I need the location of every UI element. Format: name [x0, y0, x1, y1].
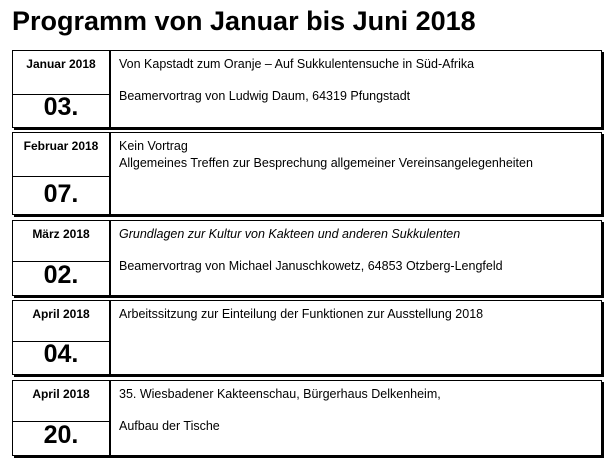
- event-description: [119, 306, 595, 338]
- date-cell: [13, 51, 111, 127]
- month-label: April 2018: [13, 381, 109, 422]
- page-title: Programm von Januar bis Juni 2018: [12, 6, 476, 36]
- program-entry: [12, 132, 602, 215]
- program-entry: [12, 220, 602, 296]
- month-label: Januar 2018: [13, 51, 109, 95]
- event-detail: Aufbau der Tische: [119, 419, 220, 433]
- event-title: Kein Vortrag: [119, 139, 188, 153]
- event-title: 35. Wiesbadener Kakteenschau, Bürgerhaus Delkenheim,: [119, 387, 441, 401]
- program-entry: [12, 50, 602, 128]
- date-cell: [13, 221, 111, 295]
- program-entry: [12, 300, 602, 375]
- day-number: 20.: [43, 421, 79, 449]
- day-number: 02.: [43, 261, 79, 289]
- event-description: [119, 386, 595, 435]
- program-entry: [12, 380, 602, 456]
- date-cell: [13, 381, 111, 455]
- event-description: [119, 56, 595, 105]
- event-title: Von Kapstadt zum Oranje – Auf Sukkulentensuche in Süd-Afrika: [119, 57, 475, 71]
- event-detail: Beamervortrag von Michael Januschkowetz, 64853 Otzberg-Lengfeld: [119, 259, 503, 273]
- day-number: 03.: [43, 93, 79, 121]
- event-detail: Allgemeines Treffen zur Besprechung allgemeiner Vereinsangelegenheiten: [119, 156, 533, 170]
- day-number: 07.: [43, 180, 79, 208]
- date-cell: [13, 133, 111, 214]
- month-label: April 2018: [13, 301, 109, 342]
- event-title: Arbeitssitzung zur Einteilung der Funktionen zur Ausstellung 2018: [119, 307, 484, 321]
- day-number: 04.: [43, 340, 79, 368]
- month-label: März 2018: [13, 221, 109, 262]
- event-detail: Beamervortrag von Ludwig Daum, 64319 Pfungstadt: [119, 89, 411, 103]
- event-description: [119, 226, 595, 275]
- event-title: Grundlagen zur Kultur von Kakteen und anderen Sukkulenten: [119, 227, 461, 241]
- month-label: Februar 2018: [13, 133, 109, 177]
- date-cell: [13, 301, 111, 374]
- event-description: [119, 138, 595, 172]
